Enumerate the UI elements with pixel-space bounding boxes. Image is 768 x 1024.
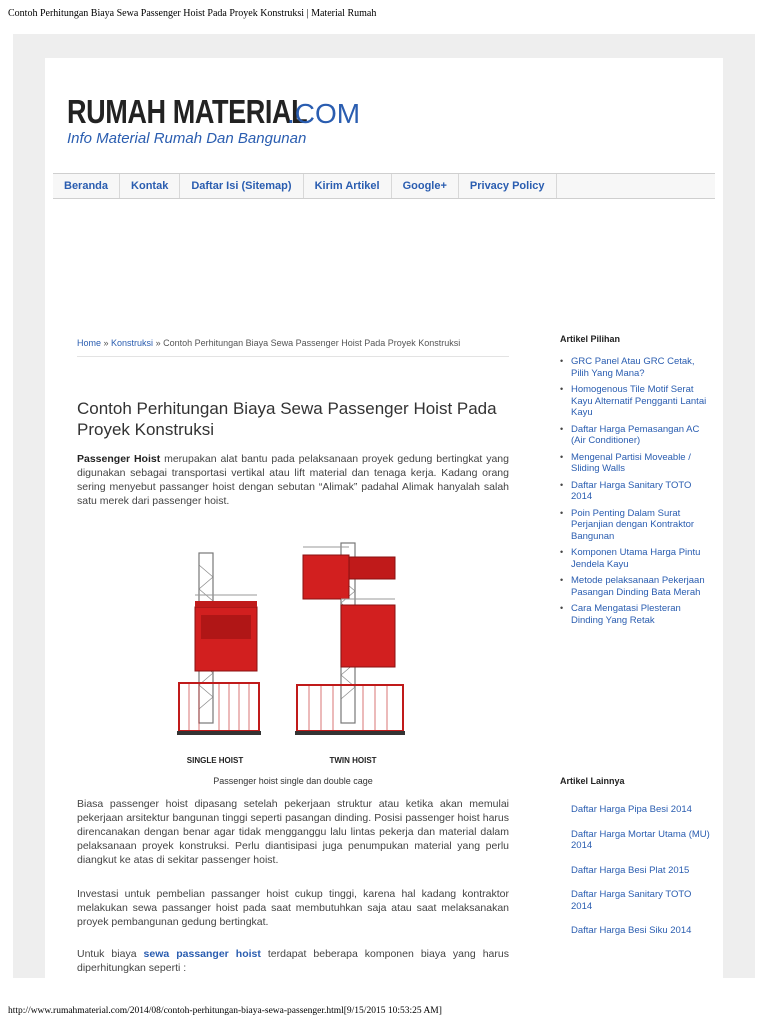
intro-text: merupakan alat bantu pada pelaksanaan proyek gedung bertingkat yang digunakan sebagai transportasi vertikal atau lift material dan tenaga kerja. Kadang orang sering menyebut passanger hoist dengan sebutan “Alimak” padahal Alimak hanyalah salah satu merek dari passenger hoist. <box>77 453 509 507</box>
sidebar-item-label: Komponen Utama Harga Pintu Jendela Kayu <box>571 547 701 570</box>
nav-item-kirim-artikel[interactable]: Kirim Artikel <box>304 174 392 198</box>
post-paragraph-4 <box>77 947 509 975</box>
sewa-passanger-hoist-link[interactable]: sewa passanger hoist <box>143 948 261 960</box>
post-intro-paragraph <box>77 452 509 508</box>
site-logo-com[interactable]: .COM <box>287 98 361 129</box>
breadcrumb <box>77 338 509 357</box>
bullet-icon: • <box>560 507 564 518</box>
sidebar-item-lainnya[interactable]: Daftar Harga Besi Plat 2015 <box>571 864 690 876</box>
sidebar-heading-lainnya: Artikel Lainnya <box>560 776 625 786</box>
intro-bold-term: Passenger Hoist <box>77 453 161 465</box>
nav-item-kontak[interactable]: Kontak <box>120 174 180 198</box>
single-hoist-illustration <box>177 553 261 735</box>
sidebar-item-lainnya[interactable]: Daftar Harga Pipa Besi 2014 <box>571 804 692 815</box>
nav-item-beranda[interactable]: Beranda <box>53 174 120 198</box>
sidebar-item-pilihan[interactable] <box>560 575 710 598</box>
nav-item-sitemap[interactable]: Daftar Isi (Sitemap) <box>180 174 303 198</box>
sidebar-item-label: Homogenous Tile Motif Serat Kayu Alternatif Pengganti Lantai Kayu <box>571 384 707 418</box>
sidebar-item-label: Daftar Harga Pemasangan AC (Air Conditioner) <box>571 423 700 446</box>
sidebar-item-label: GRC Panel Atau GRC Cetak, Pilih Yang Mana? <box>571 356 695 379</box>
sidebar-item-pilihan[interactable] <box>560 480 710 503</box>
bullet-icon: • <box>560 423 564 434</box>
breadcrumb-current: Contoh Perhitungan Biaya Sewa Passenger Hoist Pada Proyek Konstruksi <box>163 338 461 348</box>
document-title: Contoh Perhitungan Biaya Sewa Passenger Hoist Pada Proyek Konstruksi | Material Rumah <box>8 8 377 19</box>
site-tagline: Info Material Rumah Dan Bangunan <box>67 130 307 147</box>
figure-caption: Passenger hoist single dan double cage <box>213 776 373 786</box>
breadcrumb-separator: » <box>101 338 112 348</box>
sidebar-item-pilihan[interactable] <box>560 603 710 626</box>
sidebar-item-lainnya[interactable]: Daftar Harga Besi Siku 2014 <box>571 925 692 936</box>
post-paragraph-2: Biasa passenger hoist dipasang setelah pekerjaan struktur atau ketika akan memulai pekerjaan arsitektur bangunan tinggi seperti pasangan dinding. Posisi passenger hoist harus direncanakan dengan benar agar tidak mengganggu lalu lintas pekerja dan material dalam pelaksanaan proyek konstruksi. Perlu diantisipasi juga penumpukan material yang perlu diangkut ke atas di sekitar passenger hoist. <box>77 798 509 866</box>
bullet-icon: • <box>560 384 564 394</box>
passenger-hoist-image <box>163 535 425 771</box>
sidebar-list-pilihan <box>560 356 710 631</box>
figure-label-single: SINGLE HOIST <box>186 756 244 765</box>
sidebar-list-lainnya <box>571 804 711 950</box>
footer-url: http://www.rumahmaterial.com/2014/08/contoh-perhitungan-biaya-sewa-passenger.html[9/15/2015 10:53:25 AM] <box>8 1006 442 1016</box>
nav-item-privacy-policy[interactable]: Privacy Policy <box>459 174 557 198</box>
sidebar-item-pilihan[interactable] <box>560 547 710 570</box>
sidebar-item-pilihan[interactable] <box>560 452 710 475</box>
para4-start: Untuk biaya <box>77 948 144 960</box>
post-paragraph-3: Investasi untuk pembelian passanger hoist cukup tinggi, karena hal kadang kontraktor melakukan sewa passanger hoist pada saat membutuhkan saja atau saat melaksanakan proyek pembangunan gedung bertingkat. <box>77 888 509 928</box>
figure-label-twin: TWIN HOIST <box>329 756 377 765</box>
sidebar-item-label: Poin Penting Dalam Surat Perjanjian dengan Kontraktor Bangunan <box>571 507 695 542</box>
breadcrumb-category-link[interactable]: Konstruksi <box>111 338 154 348</box>
bullet-icon: • <box>560 575 564 585</box>
bullet-icon: • <box>560 451 564 462</box>
sidebar-heading-pilihan: Artikel Pilihan <box>560 334 621 344</box>
nav-item-google-plus[interactable]: Google+ <box>392 174 459 198</box>
sidebar-item-label: Metode pelaksanaan Pekerjaan Pasangan Dinding Bata Merah <box>571 575 705 598</box>
sidebar-item-pilihan[interactable] <box>560 356 710 379</box>
sidebar-item-label: Daftar Harga Sanitary TOTO 2014 <box>571 479 692 502</box>
site-logo[interactable]: RUMAH MATERIAL <box>67 93 308 130</box>
bullet-icon: • <box>560 603 564 613</box>
post-title: Contoh Perhitungan Biaya Sewa Passenger Hoist Pada Proyek Konstruksi <box>77 399 497 439</box>
sidebar-item-pilihan[interactable] <box>560 508 710 543</box>
bullet-icon: • <box>560 479 564 490</box>
breadcrumb-home-link[interactable]: Home <box>77 338 102 348</box>
sidebar-item-label: Mengenal Partisi Moveable / Sliding Walls <box>571 451 691 474</box>
sidebar-item-pilihan[interactable] <box>560 384 710 419</box>
bullet-icon: • <box>560 547 564 557</box>
sidebar-item-label: Cara Mengatasi Plesteran Dinding Yang Retak <box>571 603 681 626</box>
para4-end: terdapat beberapa komponen biaya yang harus diperhitungkan seperti : <box>77 948 509 974</box>
main-nav <box>53 173 715 199</box>
sidebar-item-lainnya[interactable]: Daftar Harga Mortar Utama (MU) 2014 <box>571 828 710 851</box>
twin-hoist-illustration <box>295 543 405 735</box>
page-container <box>45 58 723 978</box>
bullet-icon: • <box>560 356 564 366</box>
sidebar-item-lainnya[interactable]: Daftar Harga Sanitary TOTO 2014 <box>571 889 692 912</box>
sidebar-item-pilihan[interactable] <box>560 424 710 447</box>
breadcrumb-separator: » <box>153 338 164 348</box>
